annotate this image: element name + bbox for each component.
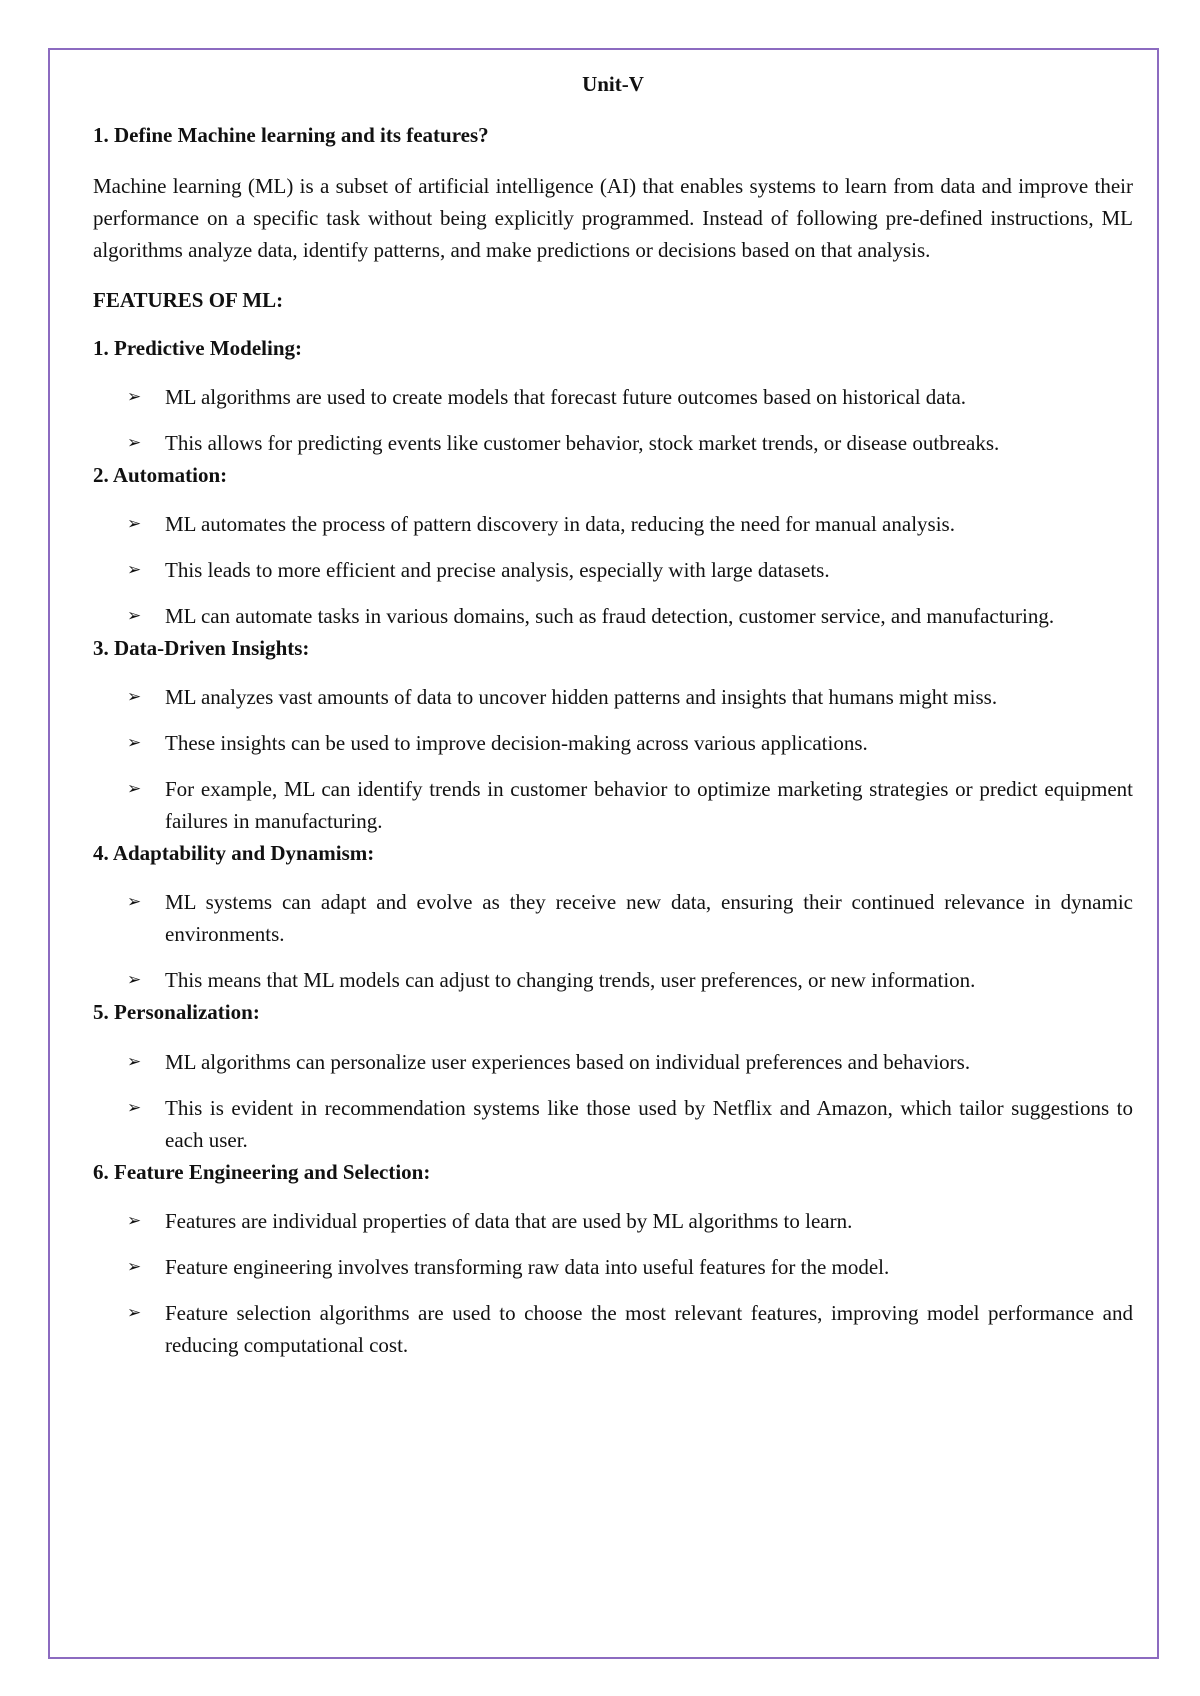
unit-title: Unit-V [582, 72, 644, 96]
features-heading: FEATURES OF ML: [93, 288, 284, 313]
bullet-list [93, 381, 1133, 459]
bullet-list [93, 1205, 1133, 1361]
bullet-text: Feature engineering involves transforming raw data into useful features for the model. [165, 1254, 890, 1279]
bullet-list [93, 508, 1133, 632]
bullet-list [93, 886, 1133, 996]
bullet-text: This means that ML models can adjust to changing trends, user preferences, or new information. [165, 968, 976, 993]
arrow-bullet-icon: ➢ [127, 1210, 142, 1230]
bullet-list [93, 681, 1133, 837]
question-heading: 1. Define Machine learning and its features? [93, 123, 489, 148]
feature-section [93, 336, 1133, 459]
bullet-item [93, 554, 1133, 586]
feature-section [93, 463, 1133, 632]
arrow-bullet-icon: ➢ [127, 687, 142, 707]
bullet-item [93, 1046, 1133, 1078]
bullet-item [93, 681, 1133, 713]
intro-paragraph: Machine learning (ML) is a subset of artificial intelligence (AI) that enables systems to learn from data and improve their performance on a specific task without being explicitly programmed. Instead of following pre-defined instructions, ML algorithms analyze data, identify patterns, and make predictions or decisions based on that analysis. [93, 174, 1133, 263]
bullet-item [93, 427, 1133, 459]
bullet-text: ML algorithms can personalize user experiences based on individual preferences and behaviors. [165, 1049, 971, 1074]
section-heading: 2. Automation: [93, 462, 228, 487]
arrow-bullet-icon: ➢ [127, 1302, 142, 1322]
bullet-text: ML can automate tasks in various domains, such as fraud detection, customer service, and manufacturing. [165, 603, 1055, 628]
bullet-text: ML analyzes vast amounts of data to uncover hidden patterns and insights that humans might miss. [165, 685, 998, 710]
arrow-bullet-icon: ➢ [127, 892, 142, 912]
bullet-text: ML algorithms are used to create models that forecast future outcomes based on historical data. [165, 384, 967, 409]
arrow-bullet-icon: ➢ [127, 432, 142, 452]
bullet-text: This is evident in recommendation systems like those used by Netflix and Amazon, which tailor suggestions to each user. [165, 1095, 1133, 1152]
bullet-text: ML automates the process of pattern discovery in data, reducing the need for manual analysis. [165, 511, 955, 536]
bullet-item [93, 886, 1133, 950]
arrow-bullet-icon: ➢ [127, 559, 142, 579]
feature-section [93, 1000, 1133, 1155]
bullet-item [93, 1297, 1133, 1361]
arrow-bullet-icon: ➢ [127, 1256, 142, 1276]
bullet-item [93, 1251, 1133, 1283]
arrow-bullet-icon: ➢ [127, 1097, 142, 1117]
arrow-bullet-icon: ➢ [127, 733, 142, 753]
arrow-bullet-icon: ➢ [127, 779, 142, 799]
bullet-text: Features are individual properties of data that are used by ML algorithms to learn. [165, 1208, 853, 1233]
bullet-item [93, 1205, 1133, 1237]
bullet-text: These insights can be used to improve decision-making across various applications. [165, 731, 868, 756]
feature-section [93, 1160, 1133, 1361]
arrow-bullet-icon: ➢ [127, 386, 142, 406]
feature-sections [93, 336, 1133, 1361]
bullet-text: This leads to more efficient and precise analysis, especially with large datasets. [165, 557, 830, 582]
feature-section [93, 636, 1133, 837]
arrow-bullet-icon: ➢ [127, 1051, 142, 1071]
feature-section [93, 841, 1133, 996]
bullet-text: ML systems can adapt and evolve as they receive new data, ensuring their continued relevance in dynamic environments. [165, 890, 1133, 947]
bullet-item [93, 600, 1133, 632]
section-heading: 3. Data-Driven Insights: [93, 635, 310, 660]
section-heading: 1. Predictive Modeling: [93, 335, 302, 360]
bullet-item [93, 508, 1133, 540]
bullet-item [93, 381, 1133, 413]
arrow-bullet-icon: ➢ [127, 970, 142, 990]
bullet-item [93, 727, 1133, 759]
bullet-item [93, 964, 1133, 996]
section-heading: 6. Feature Engineering and Selection: [93, 1159, 431, 1184]
document-content [93, 72, 1133, 1365]
bullet-text: Feature selection algorithms are used to choose the most relevant features, improving model performance and reducing computational cost. [165, 1300, 1133, 1357]
bullet-text: This allows for predicting events like customer behavior, stock market trends, or disease outbreaks. [165, 430, 1000, 455]
arrow-bullet-icon: ➢ [127, 605, 142, 625]
bullet-text: For example, ML can identify trends in customer behavior to optimize marketing strategies or predict equipment failures in manufacturing. [165, 777, 1133, 834]
bullet-item [93, 773, 1133, 837]
bullet-list [93, 1046, 1133, 1156]
arrow-bullet-icon: ➢ [127, 513, 142, 533]
section-heading: 5. Personalization: [93, 1000, 260, 1025]
section-heading: 4. Adaptability and Dynamism: [93, 841, 375, 866]
bullet-item [93, 1092, 1133, 1156]
